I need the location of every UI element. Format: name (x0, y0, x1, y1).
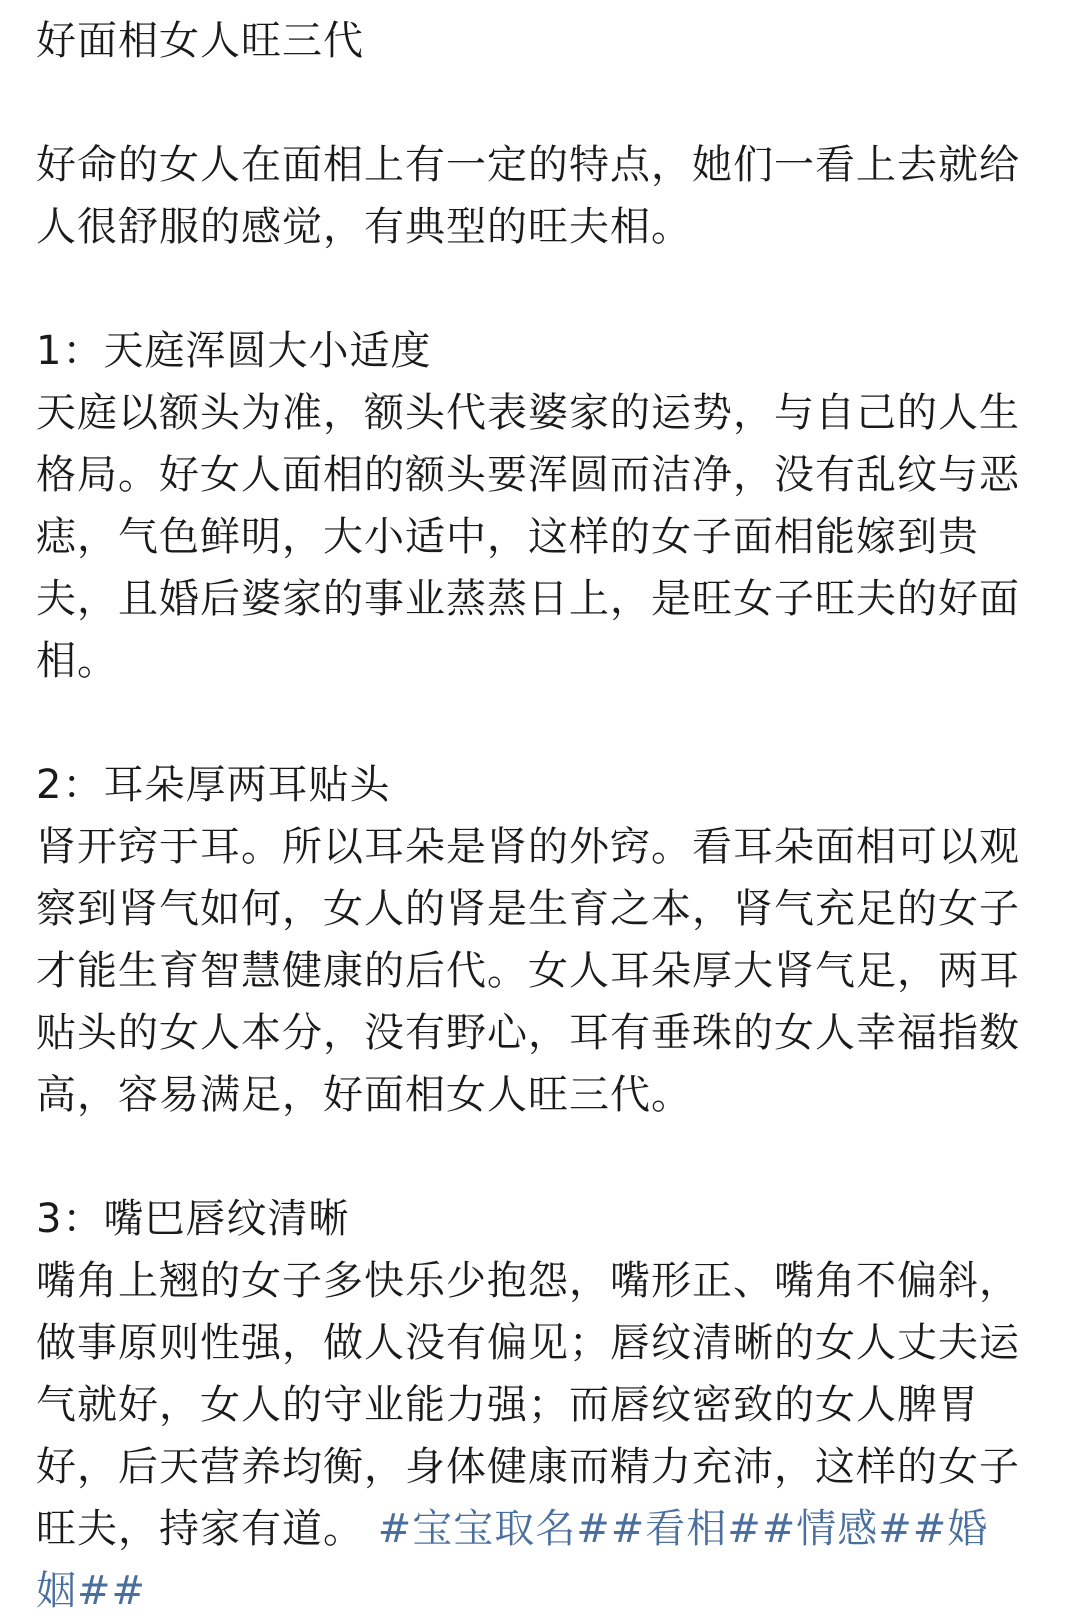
section-body-with-tags (36, 1250, 1026, 1622)
spacer (36, 72, 1026, 134)
section-heading: 3：嘴巴唇纹清晰 (36, 1196, 350, 1242)
section-body: 肾开窍于耳。所以耳朵是肾的外窍。看耳朵面相可以观察到肾气如何，女人的肾是生育之本，肾气充足的女子才能生育智慧健康的后代。女人耳朵厚大肾气足，两耳贴头的女人本分，没有野心，耳有垂珠的女人幸福指数高，容易满足，好面相女人旺三代。 (36, 824, 1020, 1118)
spacer (36, 692, 1026, 754)
spacer (36, 1126, 1026, 1188)
post-title: 好面相女人旺三代 (36, 18, 364, 64)
intro-paragraph: 好命的女人在面相上有一定的特点，她们一看上去就给人很舒服的感觉，有典型的旺夫相。 (36, 142, 1020, 250)
section-body: 天庭以额头为准，额头代表婆家的运势，与自己的人生格局。好女人面相的额头要浑圆而洁净，没有乱纹与恶痣，气色鲜明，大小适中，这样的女子面相能嫁到贵夫，且婚后婆家的事业蒸蒸日上，是旺女子旺夫的好面相。 (36, 390, 1020, 684)
section-heading: 2：耳朵厚两耳贴头 (36, 762, 391, 808)
hashtag-links[interactable]: #宝宝取名##看相##情感##婚姻## (36, 1506, 989, 1614)
section-body: 嘴角上翘的女子多快乐少抱怨，嘴形正、嘴角不偏斜，做事原则性强，做人没有偏见；唇纹清晰的女人丈夫运气就好，女人的守业能力强；而唇纹密致的女人脾胃好，后天营养均衡，身体健康而精力充沛，这样的女子旺夫，持家有道。 (36, 1258, 1020, 1552)
spacer (36, 258, 1026, 320)
post-content (36, 10, 1026, 1622)
section-heading: 1：天庭浑圆大小适度 (36, 328, 432, 374)
